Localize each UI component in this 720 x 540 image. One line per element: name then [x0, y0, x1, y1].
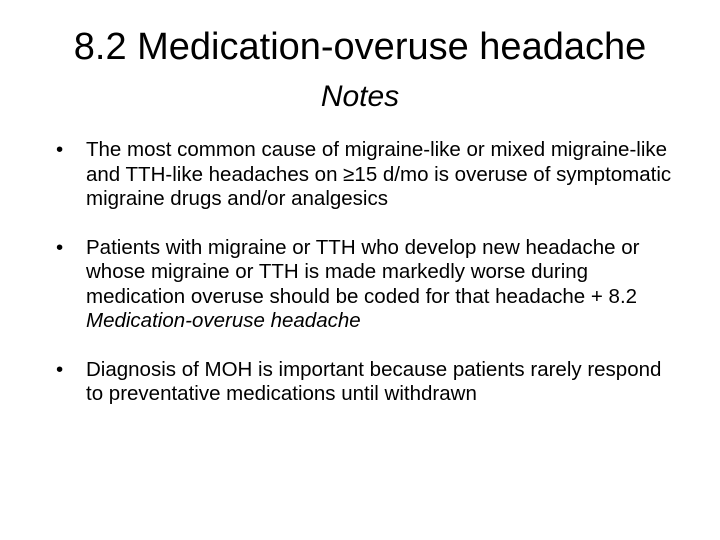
slide-subtitle [0, 78, 720, 116]
bullet-list [56, 138, 676, 431]
bullet-text: The most common cause of migraine-like or mixed migraine-like and TTH-like headaches on ≥15 d/mo is overuse of symptomatic migraine drugs and/or analgesics [86, 138, 672, 210]
bullet-dot-icon: • [56, 138, 64, 161]
subtitle-text: Notes [320, 80, 400, 113]
bullet-italic-code-name: Medication-overuse headache [86, 309, 361, 332]
bullet-item [56, 236, 676, 334]
bullet-item [56, 358, 676, 407]
bullet-text: Patients with migraine or TTH who develop new headache or whose migraine or TTH is made markedly worse during medication overuse should be coded for that headache + 8.2 [86, 235, 640, 308]
bullet-text: Diagnosis of MOH is important because patients rarely respond to preventative medications until withdrawn [86, 357, 662, 405]
bullet-item [56, 138, 676, 212]
slide-title: 8.2 Medication-overuse headache [73, 26, 647, 68]
bullet-dot-icon: • [56, 235, 64, 259]
bullet-dot-icon: • [56, 357, 64, 381]
